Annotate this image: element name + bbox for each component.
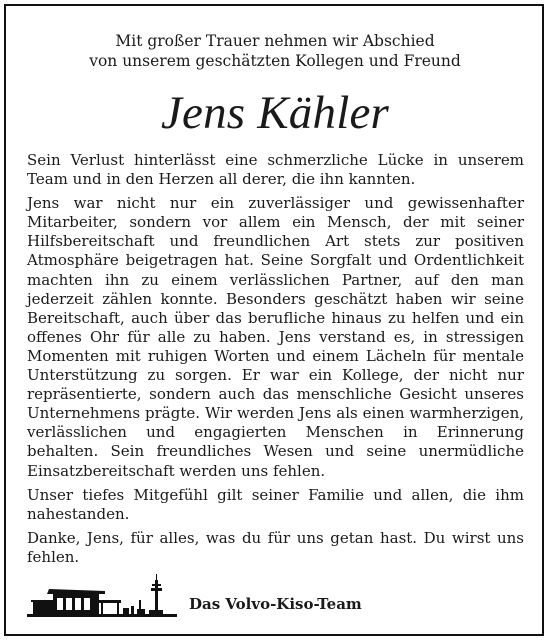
intro-line-1: Mit großer Trauer nehmen wir Abschied <box>115 32 435 50</box>
signature-team: Das Volvo-Kiso-Team <box>189 595 362 613</box>
intro-line-2: von unserem geschätzten Kollegen und Freund <box>89 52 461 70</box>
intro-text <box>0 31 550 71</box>
notice-body <box>27 151 524 572</box>
paragraph-2: Jens war nicht nur ein zuverlässiger und gewissenhafter Mitarbeiter, sondern vor allem ein Mensch, der mit seiner Hilfsbereitschaft und freundlichen Art stets zur positiven Atmosphäre beigetragen hat. Seine Sorgfalt und Ordentlichkeit machten ihn zu einem verlässlichen Partner, auf den man jederzeit zählen konnte. Besonders geschätzt haben wir seine Bereitschaft, auch über das berufliche hinaus zu helfen und ein offenes Ohr für alle zu haben. Jens verstand es, in stressigen Momenten mit ruhigen Worten und einem Lächeln für mentale Unterstützung zu sorgen. Er war ein Kollege, der nicht nur repräsentierte, sondern auch das menschliche Gesicht unseres Unternehmens prägte. Wir werden Jens als einen warmherzigen, verlässlichen und engagierten Menschen in Erinnerung behalten. Sein freundliches Wesen und seine unermüdliche Einsatzbereitschaft werden uns fehlen. <box>27 194 524 480</box>
paragraph-4: Danke, Jens, für alles, was du für uns getan hast. Du wirst uns fehlen. <box>27 528 524 566</box>
paragraph-1: Sein Verlust hinterlässt eine schmerzliche Lücke in unserem Team und in den Herzen all derer, die ihn kannten. <box>27 151 524 189</box>
skyline-logo <box>27 574 177 620</box>
signature-block <box>27 574 524 624</box>
paragraph-3: Unser tiefes Mitgefühl gilt seiner Familie und allen, die ihm nahestanden. <box>27 485 524 523</box>
deceased-name: Jens Kähler <box>160 87 390 139</box>
